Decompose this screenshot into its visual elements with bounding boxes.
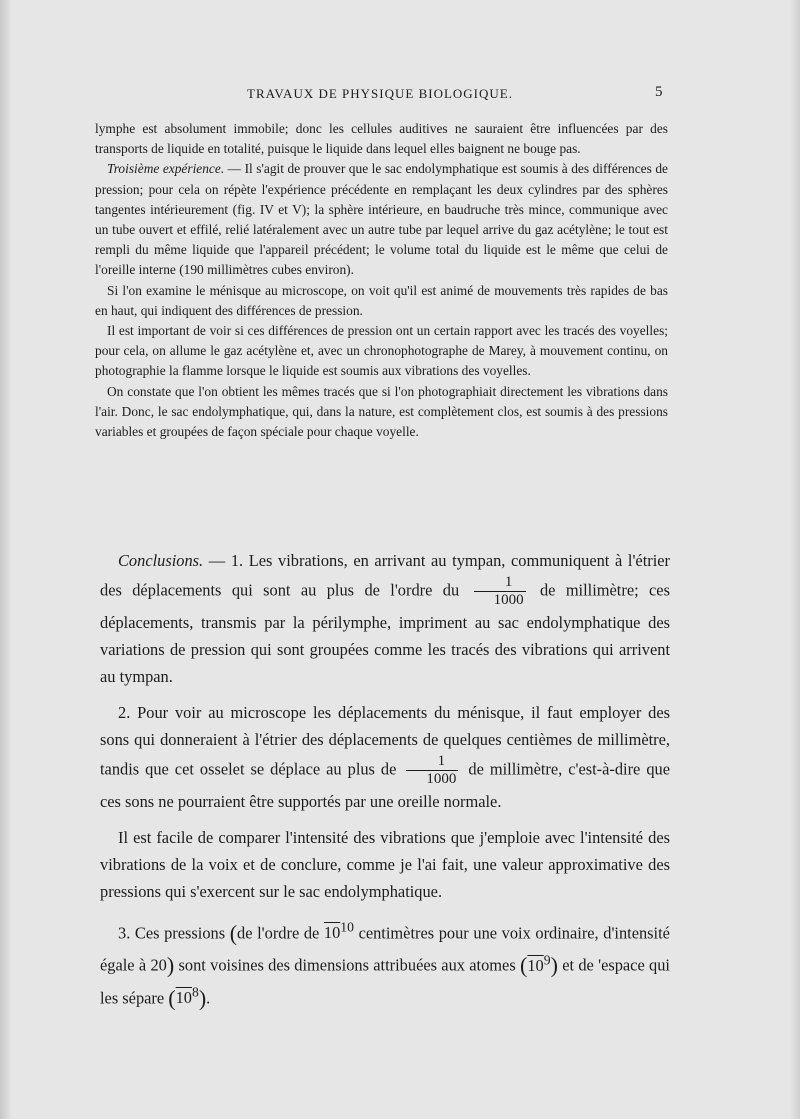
paragraph: Si l'on examine le ménisque au microscope, on voit qu'il est animé de mouvements très rapides de bas en haut, qui indiquent des différences de pression.	[95, 282, 668, 318]
paragraph: Troisième expérience. — Il s'agit de prouver que le sac endolymphatique est soumis à des différences de pression; pour cela on répète l'expérience précédente en remplaçant les deux cylindres par des sphères tangentes intérieurement (fig. IV et V); la sphère intérieure, en baudruche très mince, communique avec un tube ouvert et effilé, relié latéralement avec un autre tube par lequel arrive du gaz acétylène; le tout est rempli du même liquide que l'appareil précédent; le volume total du liquide est le même que celui de l'oreille interne (190 millimètres cubes environ).	[95, 161, 668, 278]
power-of-ten: $10^{10}$	[323, 920, 354, 943]
conclusion-intensity: Il est facile de comparer l'intensité des vibrations que j'emploie avec l'intensité des vibrations de la voix et de conclure, comme je l'ai fait, une valeur approximative des pressions qui s'exercent sur le sac endolymphatique.	[100, 828, 670, 901]
power-of-ten: $10^8$	[175, 984, 199, 1008]
conclusions-label: Conclusions.	[118, 551, 204, 570]
fraction: $\frac{1}{1000}$	[474, 574, 526, 609]
conclusion-3: 3. Ces pressions (de l'ordre de $10^{10}$ centimètres pour une voix ordinaire, d'intensité égale à 20) sont voisines des dimensions attribuées aux atomes $(10^9)$ et de 'espace qui les sépare $(10^8)$.	[100, 920, 670, 1011]
conclusion-1: Conclusions. — 1. Les vibrations, en arrivant au tympan, communiquent à l'étrier des déplacements qui sont au plus de l'ordre du $\frac{1}{1000}$ de millimètre; ces déplacements, transmis par la périlymphe, impriment au sac endolymphatique des variations de pression qui sont groupées comme les tracés des vibrations qui arrivent au tympan.	[100, 551, 670, 686]
power-of-ten: $10^9$	[527, 952, 551, 975]
fraction: $\frac{1}{1000}$	[406, 753, 458, 788]
paragraph: On constate que l'on obtient les mêmes tracés que si l'on photographiait directement les vibrations dans l'air. Donc, le sac endolymphatique, qui, dans la nature, est complètement clos, est soumis à des pressions variables et groupées de façon spéciale pour chaque voyelle.	[95, 383, 668, 440]
page-number: 5	[655, 84, 663, 100]
body-text-small	[95, 119, 668, 442]
paragraph: lymphe est absolument immobile; donc les cellules auditives ne sauraient être influencées par des transports de liquide en totalité, puisque le liquide dans lequel elles baignent ne bouge pas.	[95, 121, 668, 157]
running-header: TRAVAUX DE PHYSIQUE BIOLOGIQUE.	[247, 86, 513, 101]
paragraph: Il est important de voir si ces différences de pression ont un certain rapport avec les tracés des voyelles; pour cela, on allume le gaz acétylène et, avec un chronophotographe de Marey, à mouvement continu, on photographie la flamme lorsque le liquide est soumis aux vibrations des voyelles.	[95, 323, 668, 379]
conclusions-section	[100, 547, 670, 1011]
experiment-label: Troisième expérience.	[107, 161, 225, 177]
conclusion-2: 2. Pour voir au microscope les déplacements du ménisque, il faut employer des sons qui donneraient à l'étrier des déplacements de quelques centièmes de millimètre, tandis que cet osselet se déplace au plus de $\frac{1}{1000}$ de millimètre, c'est-à-dire que ces sons ne pourraient être supportés par une oreille normale.	[100, 703, 670, 811]
